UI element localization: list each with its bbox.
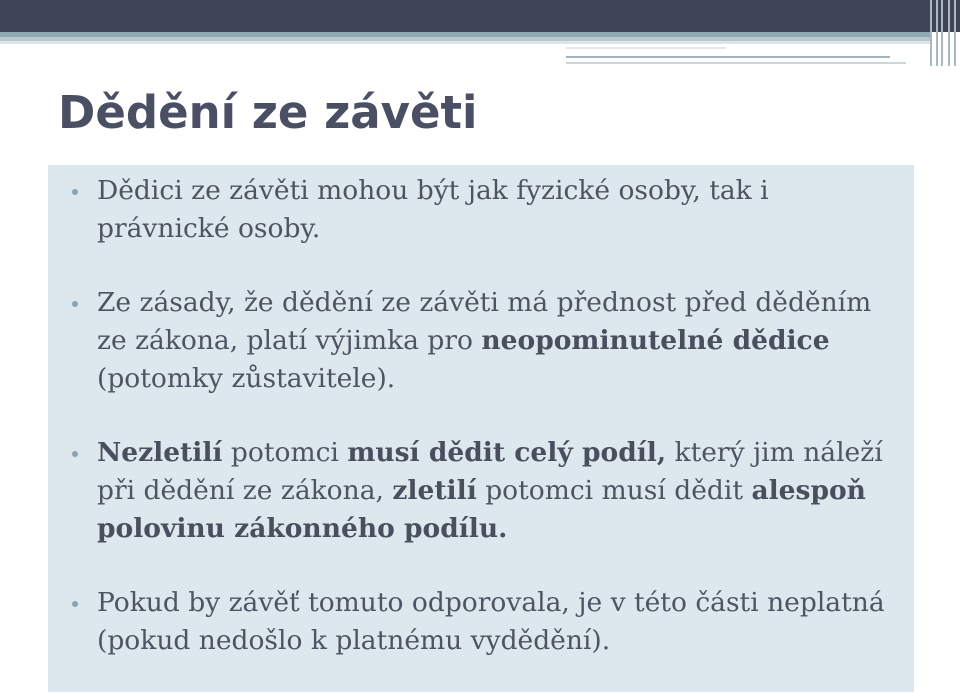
- text-run: Dědici ze závěti mohou být jak fyzické osoby, tak i právnické osoby.: [97, 175, 769, 244]
- decor-vertical-lines: [928, 0, 960, 66]
- bold-text: Nezletilí: [97, 437, 223, 468]
- bullet-item: [48, 584, 908, 660]
- bold-text: alespoň polovinu zákonného podílu.: [97, 475, 866, 544]
- bullet-list: [48, 172, 908, 696]
- bullet-item: [48, 172, 908, 248]
- bullet-item: [48, 284, 908, 398]
- decor-line: [566, 62, 906, 64]
- text-run: Ze zásady, že dědění ze závěti má přednost před děděním ze zákona, platí výjimka pro: [97, 287, 872, 356]
- header-band: [0, 41, 930, 44]
- header-bar: [0, 0, 960, 32]
- text-run: (potomky zůstavitele).: [97, 363, 396, 394]
- text-run: potomci musí dědit: [476, 475, 752, 506]
- bold-text: musí dědit celý podíl,: [347, 437, 667, 468]
- bold-text: zletilí: [392, 475, 477, 506]
- slide-title: Dědění ze závěti: [58, 86, 478, 139]
- text-run: potomci: [222, 437, 348, 468]
- decor-line: [566, 56, 890, 58]
- bold-text: neopominutelné dědice: [481, 325, 830, 356]
- content-box: [48, 165, 914, 692]
- text-run: který jim náleží při dědění ze zákona,: [97, 437, 883, 506]
- text-run: Pokud by závěť tomuto odporovala, je v této části neplatná (pokud nedošlo k platnému vydědění).: [97, 587, 885, 656]
- bullet-item: [48, 434, 908, 548]
- decor-line: [566, 47, 726, 49]
